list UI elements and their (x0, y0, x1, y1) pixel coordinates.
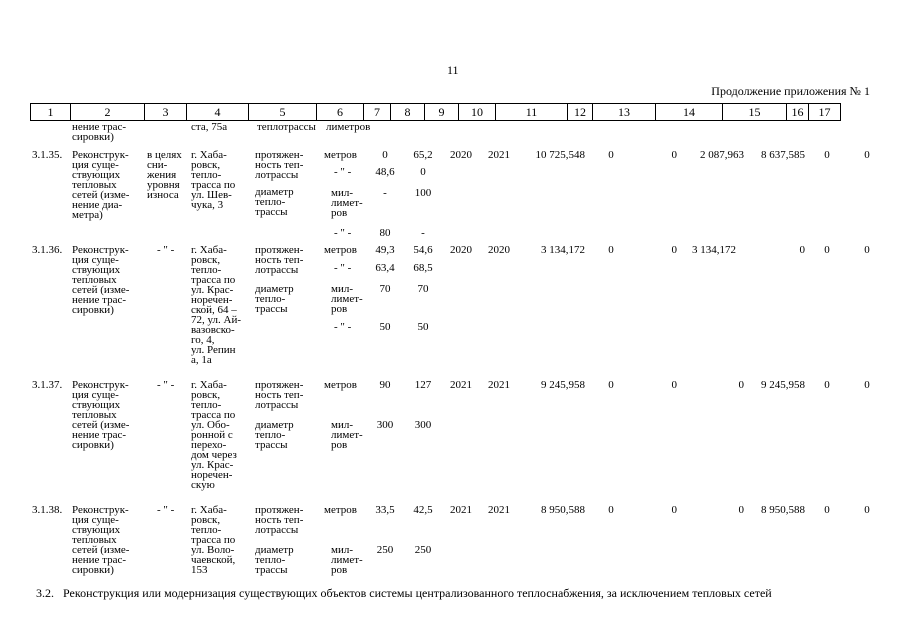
col-header-12: 12 (568, 104, 593, 121)
col-header-1: 1 (31, 104, 71, 121)
location: г. Хаба- ровск, тепло- трасса по ул. Обо- ронной с перехо- дом через ул. Крас- норечен- скую (191, 379, 237, 491)
location: г. Хаба- ровск, тепло- трасса по ул. Шев- чука, 3 (191, 149, 236, 211)
year-start: 2021 (450, 379, 472, 391)
value-col8: 300 (414, 419, 432, 431)
value-col7: 50 (379, 321, 391, 333)
col-header-9: 9 (425, 104, 459, 121)
section-heading (36, 586, 772, 601)
value-col17: 0 (864, 244, 870, 256)
year-start: 2020 (450, 244, 472, 256)
value-col14: 3 134,172 (692, 244, 736, 256)
value-col12: 0 (608, 244, 614, 256)
value-col16: 0 (824, 244, 830, 256)
year-end: 2021 (488, 149, 510, 161)
value-col13: 0 (671, 504, 677, 516)
value-col17: 0 (864, 379, 870, 391)
row-number: 3.1.36. (32, 244, 63, 256)
parameter-diameter: диаметр тепло- трассы (255, 419, 294, 451)
value-col7: 70 (379, 283, 391, 295)
value-col13: 0 (671, 149, 677, 161)
column-header-row (30, 103, 841, 121)
unit: - " - (334, 262, 352, 274)
reason: в целях сни- жения уровня износа (147, 149, 182, 201)
value-col8: 100 (414, 187, 432, 199)
unit: мил- лимет- ров (331, 419, 363, 451)
unit: - " - (334, 227, 352, 239)
value-col14: 0 (738, 504, 744, 516)
location: г. Хаба- ровск, тепло- трасса по ул. Крас- норечен- ской, 64 – 72, ул. Ай- вазовско- го, 4, ул. Репин а, 1а (191, 244, 241, 366)
col-header-5: 5 (249, 104, 317, 121)
value-col14: 0 (738, 379, 744, 391)
cell-partial-units: лиметров (326, 121, 371, 133)
object-name: Реконструк- ция суще- ствующих тепловых сетей (изме- нение трас- сировки) (72, 379, 130, 451)
section-number: 3.2. (36, 586, 54, 600)
parameter-length: протяжен- ность теп- лотрассы (255, 244, 304, 276)
col-header-10: 10 (459, 104, 496, 121)
cell-partial-name: нение трас- сировки) (72, 121, 127, 143)
value-col13: 0 (671, 244, 677, 256)
parameter-length: протяжен- ность теп- лотрассы (255, 149, 304, 181)
value-col7: 80 (379, 227, 391, 239)
object-name: Реконструк- ция суще- ствующих тепловых сетей (изме- нение трас- сировки) (72, 244, 130, 316)
value-col17: 0 (864, 149, 870, 161)
value-col16: 0 (824, 379, 830, 391)
value-col12: 0 (608, 149, 614, 161)
col-header-16: 16 (787, 104, 809, 121)
value-col8: 42,5 (413, 504, 433, 516)
value-col8: - (421, 227, 425, 239)
row-number: 3.1.38. (32, 504, 63, 516)
value-col13: 0 (671, 379, 677, 391)
section-title: Реконструкция или модернизация существующих объектов системы централизованного теплоснабжения, за исключением тепловых сетей (63, 586, 772, 600)
col-header-4: 4 (187, 104, 249, 121)
col-header-6: 6 (317, 104, 364, 121)
value-col8: 0 (420, 166, 426, 178)
unit: мил- лимет- ров (331, 283, 363, 315)
unit: мил- лимет- ров (331, 187, 363, 219)
value-col7: 250 (376, 544, 394, 556)
unit: метров (324, 244, 357, 256)
reason: - " - (157, 504, 175, 516)
location: г. Хаба- ровск, тепло- трасса по ул. Воло- чаевской, 153 (191, 504, 236, 576)
value-col8: 65,2 (413, 149, 433, 161)
col-header-13: 13 (593, 104, 656, 121)
value-col7: 300 (376, 419, 394, 431)
value-col15: 8 637,585 (761, 149, 805, 161)
year-end: 2021 (488, 504, 510, 516)
value-col16: 0 (824, 504, 830, 516)
col-header-15: 15 (723, 104, 787, 121)
value-col15: 9 245,958 (761, 379, 805, 391)
col-header-8: 8 (391, 104, 425, 121)
value-col7: 48,6 (375, 166, 395, 178)
unit: - " - (334, 321, 352, 333)
continuation-label: Продолжение приложения № 1 (711, 84, 870, 98)
value-col7: 49,3 (375, 244, 395, 256)
object-name: Реконструк- ция суще- ствующих тепловых сетей (изме- нение диа- метра) (72, 149, 130, 221)
value-col12: 0 (608, 379, 614, 391)
year-start: 2021 (450, 504, 472, 516)
value-col8: 50 (417, 321, 429, 333)
parameter-length: протяжен- ность теп- лотрассы (255, 504, 304, 536)
value-col15: 0 (799, 244, 805, 256)
value-col8: 68,5 (413, 262, 433, 274)
value-col16: 0 (824, 149, 830, 161)
page-number: 11 (447, 63, 459, 77)
col-header-14: 14 (656, 104, 723, 121)
parameter-diameter: диаметр тепло- трассы (255, 544, 294, 576)
value-col15: 8 950,588 (761, 504, 805, 516)
value-col11: 10 725,548 (535, 149, 585, 161)
row-number: 3.1.35. (32, 149, 63, 161)
cell-partial-location: ста, 75а (191, 121, 228, 133)
col-header-2: 2 (71, 104, 145, 121)
col-header-11: 11 (496, 104, 568, 121)
value-col17: 0 (864, 504, 870, 516)
unit: метров (324, 149, 357, 161)
parameter-length: протяжен- ность теп- лотрассы (255, 379, 304, 411)
value-col7: 63,4 (375, 262, 395, 274)
row-number: 3.1.37. (32, 379, 63, 391)
value-col8: 127 (414, 379, 432, 391)
parameter-diameter: диаметр тепло- трассы (255, 283, 294, 315)
year-start: 2020 (450, 149, 472, 161)
value-col12: 0 (608, 504, 614, 516)
col-header-3: 3 (145, 104, 187, 121)
value-col7: 0 (382, 149, 388, 161)
value-col8: 70 (417, 283, 429, 295)
year-end: 2020 (488, 244, 510, 256)
unit: метров (324, 504, 357, 516)
unit: - " - (334, 166, 352, 178)
value-col7: 90 (379, 379, 391, 391)
object-name: Реконструк- ция суще- ствующих тепловых сетей (изме- нение трас- сировки) (72, 504, 130, 576)
value-col7: - (383, 187, 387, 199)
value-col7: 33,5 (375, 504, 395, 516)
value-col11: 3 134,172 (541, 244, 585, 256)
cell-partial-param: теплотрассы (257, 121, 316, 133)
unit: мил- лимет- ров (331, 544, 363, 576)
parameter-diameter: диаметр тепло- трассы (255, 186, 294, 218)
value-col11: 9 245,958 (541, 379, 585, 391)
col-header-17: 17 (809, 104, 841, 121)
value-col8: 54,6 (413, 244, 433, 256)
reason: - " - (157, 244, 175, 256)
reason: - " - (157, 379, 175, 391)
value-col11: 8 950,588 (541, 504, 585, 516)
value-col8: 250 (414, 544, 432, 556)
unit: метров (324, 379, 357, 391)
value-col14: 2 087,963 (700, 149, 744, 161)
col-header-7: 7 (364, 104, 391, 121)
year-end: 2021 (488, 379, 510, 391)
